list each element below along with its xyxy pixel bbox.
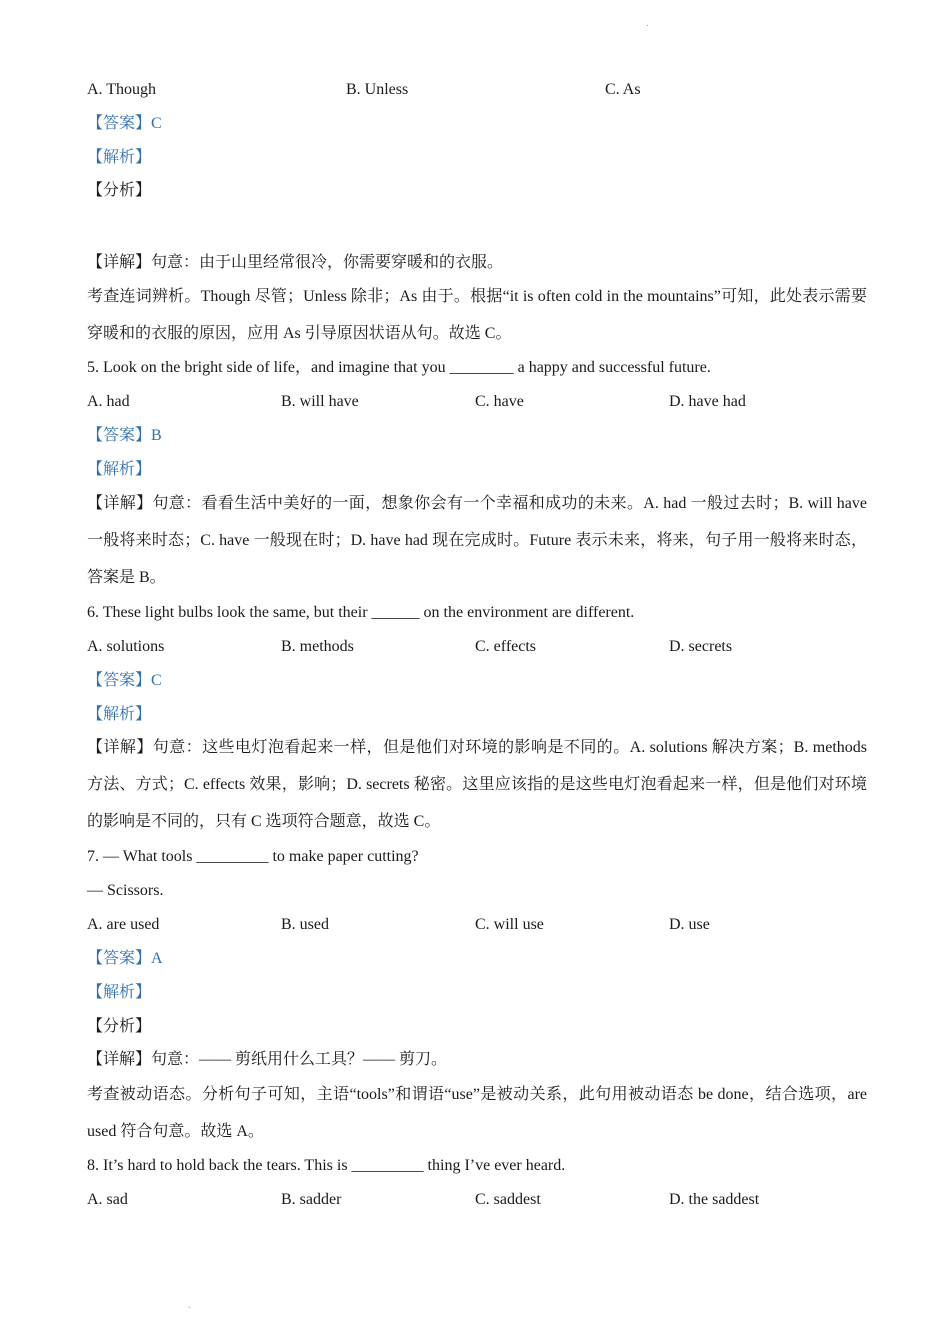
q5-jiexi: 【解析】 — [87, 461, 152, 478]
q6-jiexi: 【解析】 — [87, 706, 152, 723]
page-mark: . — [646, 18, 649, 29]
page-mark-bottom: . — [188, 1300, 191, 1311]
q5-option-a: A. had — [87, 393, 130, 410]
q5-option-c: C. have — [475, 393, 524, 410]
q7-fenxi: 【分析】 — [87, 1018, 152, 1035]
q6-option-a: A. solutions — [87, 638, 165, 655]
q7-question: 7. — What tools _________ to make paper cutting? — [87, 848, 419, 865]
q6-option-b: B. methods — [281, 638, 354, 655]
q4-answer: 【答案】C — [87, 115, 162, 132]
q6-answer: 【答案】C — [87, 672, 162, 689]
q7-option-c: C. will use — [475, 916, 544, 933]
q6-option-d: D. secrets — [669, 638, 733, 655]
q8-option-b: B. sadder — [281, 1191, 342, 1208]
q8-option-c: C. saddest — [475, 1191, 541, 1208]
q8-option-a: A. sad — [87, 1191, 128, 1208]
q4-option-c: C. As — [605, 81, 641, 98]
q7-detail: 【详解】句意：—— 剪纸用什么工具？—— 剪刀。 — [87, 1051, 448, 1068]
q4-option-b: B. Unless — [346, 81, 409, 98]
q7-option-a: A. are used — [87, 916, 160, 933]
q4-detail: 【详解】句意：由于山里经常很冷，你需要穿暖和的衣服。 — [87, 254, 504, 271]
q4-explain: 考查连词辨析。Though 尽管；Unless 除非；As 由于。根据“it is often cold in the mountains”可知，此处表示需要穿暖和的衣服的原因，应用 As 引导原因状语从句。故选 C。 — [87, 288, 867, 342]
q6-option-c: C. effects — [475, 638, 537, 655]
q7-explain: 考查被动语态。分析句子可知，主语“tools”和谓语“use”是被动关系，此句用被动语态 be done，结合选项，are used 符合句意。故选 A。 — [87, 1086, 867, 1140]
q8-question: 8. It’s hard to hold back the tears. This is _________ thing I’ve ever heard. — [87, 1157, 566, 1174]
q5-question: 5. Look on the bright side of life，and imagine that you ________ a happy and successful future. — [87, 359, 711, 376]
q5-answer: 【答案】B — [87, 427, 162, 444]
q4-fenxi: 【分析】 — [87, 182, 152, 199]
q5-option-d: D. have had — [669, 393, 746, 410]
q8-option-d: D. the saddest — [669, 1191, 760, 1208]
q7-option-d: D. use — [669, 916, 710, 933]
q7-option-b: B. used — [281, 916, 329, 933]
q5-option-b: B. will have — [281, 393, 359, 410]
q4-jiexi: 【解析】 — [87, 149, 152, 166]
q4-option-a: A. Though — [87, 81, 157, 98]
q6-question: 6. These light bulbs look the same, but their ______ on the environment are different. — [87, 604, 635, 621]
q6-detail: 【详解】句意：这些电灯泡看起来一样，但是他们对环境的影响是不同的。A. solutions 解决方案；B. methods 方法、方式；C. effects 效果，影响；D. secrets 秘密。这里应该指的是这些电灯泡看起来一样，但是他们对环境的影响是不同的，只有 C 选项符合题意，故选 C。 — [87, 739, 867, 830]
q7-reply: — Scissors. — [87, 882, 164, 899]
q7-answer: 【答案】A — [87, 950, 163, 967]
q5-detail: 【详解】句意：看看生活中美好的一面，想象你会有一个幸福和成功的未来。A. had 一般过去时；B. will have 一般将来时态；C. have 一般现在时；D. have had 现在完成时。Future 表示未来，将来，句子用一般将来时态，答案是 B。 — [87, 495, 867, 586]
q7-jiexi: 【解析】 — [87, 984, 152, 1001]
